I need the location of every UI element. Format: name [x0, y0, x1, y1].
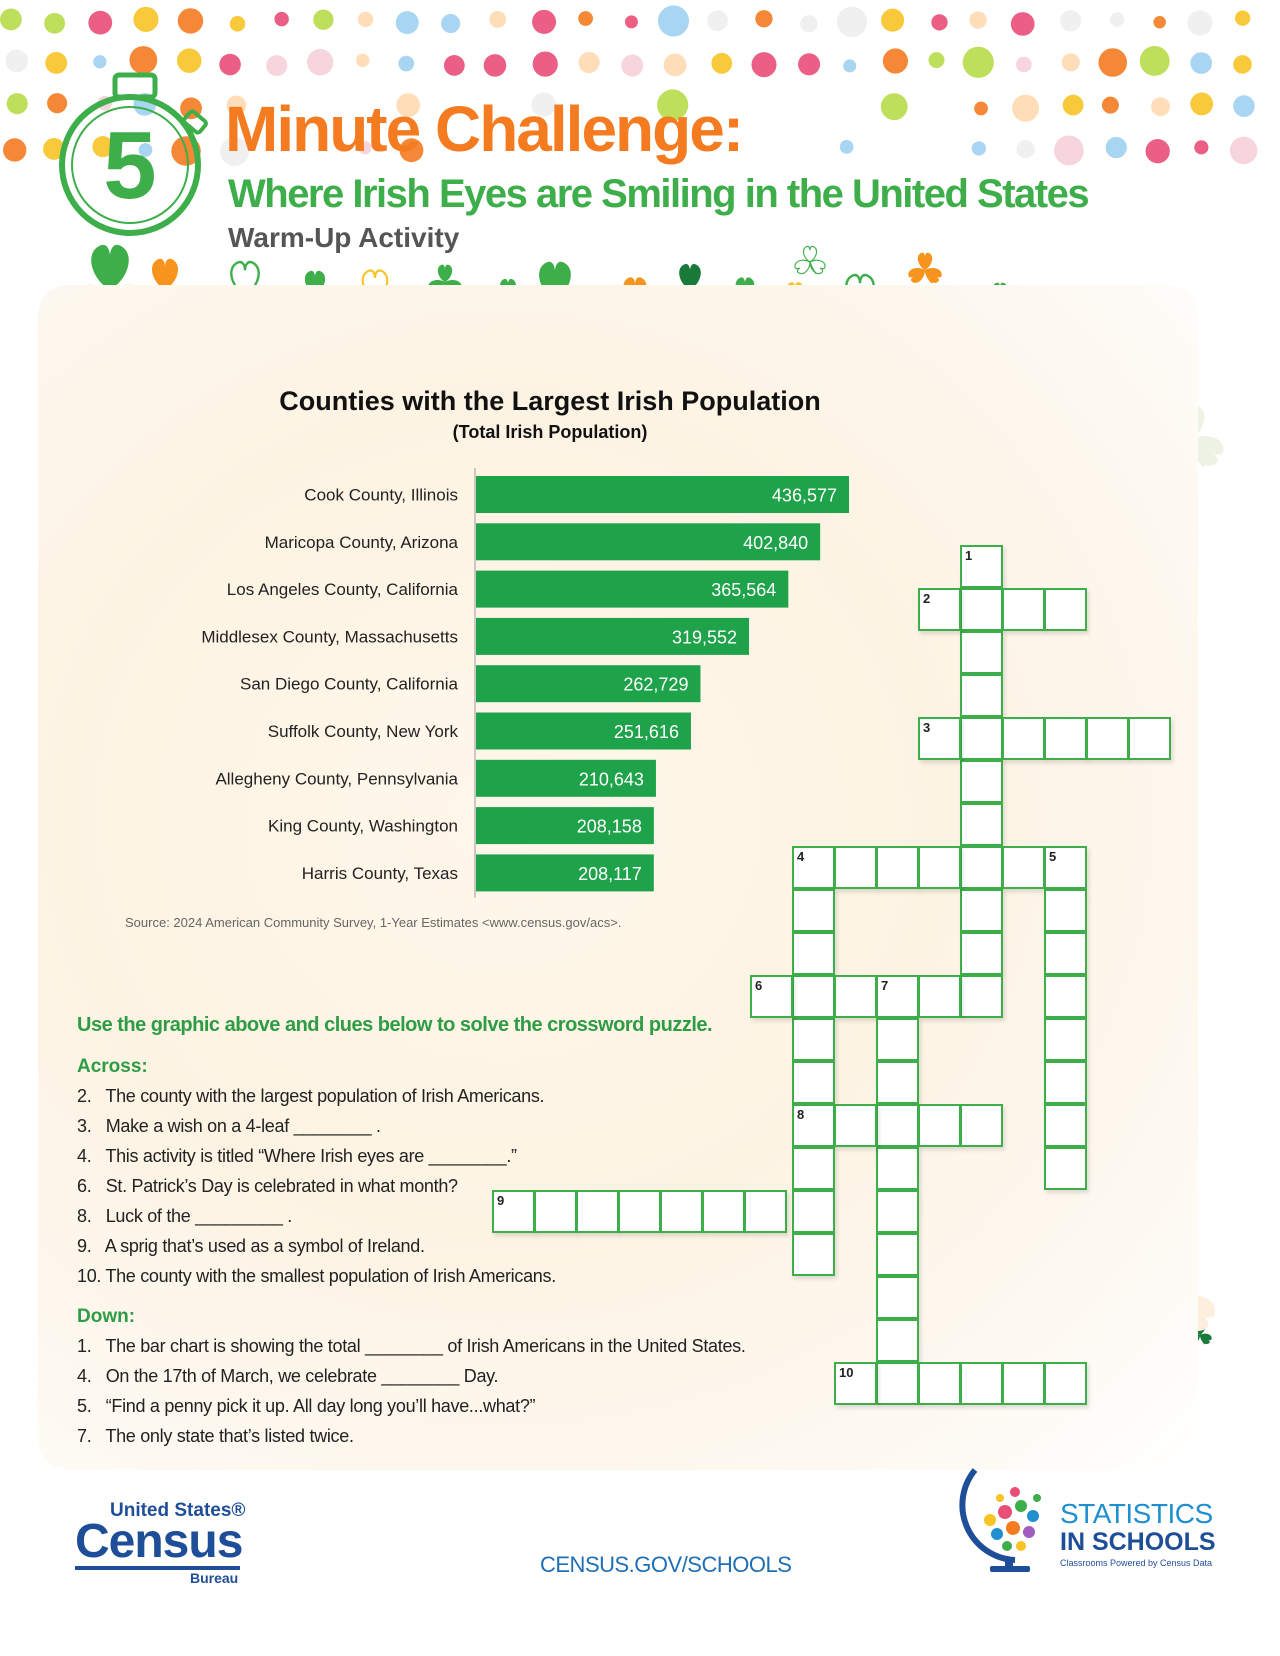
- crossword-cell[interactable]: [918, 975, 961, 1018]
- clue-item: [77, 1396, 535, 1417]
- crossword-cell-number: 8: [797, 1107, 805, 1122]
- crossword-cell[interactable]: [1002, 717, 1045, 760]
- crossword-cell[interactable]: [918, 1362, 961, 1405]
- bar-value-label: 319,552: [671, 627, 738, 648]
- clue-number: 3.: [77, 1116, 92, 1136]
- bar-value-label: 210,643: [578, 769, 644, 790]
- crossword-cell[interactable]: [792, 846, 835, 889]
- crossword-cell[interactable]: [1044, 1147, 1087, 1190]
- crossword-cell[interactable]: [960, 1104, 1003, 1147]
- crossword-cell[interactable]: [960, 545, 1003, 588]
- crossword-cell[interactable]: [960, 674, 1003, 717]
- census-logo-top: United States®: [110, 1500, 246, 1521]
- sis-line2: IN SCHOOLS: [1060, 1528, 1216, 1556]
- crossword-cell[interactable]: [960, 932, 1003, 975]
- crossword-cell[interactable]: [792, 1104, 835, 1147]
- crossword-cell[interactable]: [960, 975, 1003, 1018]
- clue-text: The county with the largest population of Irish Americans.: [101, 1086, 545, 1106]
- category-label: Suffolk County, New York: [267, 722, 458, 741]
- category-label: Middlesex County, Massachusetts: [201, 627, 458, 647]
- crossword-cell[interactable]: [1044, 717, 1087, 760]
- crossword-cell[interactable]: [960, 631, 1003, 674]
- crossword-cell[interactable]: [960, 803, 1003, 846]
- crossword-cell[interactable]: [876, 1276, 919, 1319]
- bar-value-label: 251,616: [613, 722, 679, 742]
- crossword-cell[interactable]: [960, 717, 1003, 760]
- census-logo-bureau: Bureau: [75, 1566, 240, 1586]
- sis-line1: STATISTICS: [1060, 1498, 1213, 1529]
- crossword-cell[interactable]: [1002, 588, 1045, 631]
- clue-number: 6.: [77, 1176, 92, 1196]
- crossword-cell[interactable]: [1044, 1362, 1087, 1405]
- crossword-cell[interactable]: [1044, 932, 1087, 975]
- crossword-cell[interactable]: [792, 1233, 835, 1276]
- crossword-cell-number: 10: [839, 1365, 854, 1380]
- crossword-cell[interactable]: [750, 975, 793, 1018]
- clue-number: 4.: [77, 1146, 92, 1166]
- clue-item: [77, 1146, 517, 1167]
- clue-number: 10.: [77, 1266, 102, 1286]
- category-label: San Diego County, California: [240, 674, 458, 694]
- crossword-cell[interactable]: [660, 1190, 703, 1233]
- crossword-cell[interactable]: [960, 588, 1003, 631]
- crossword-cell[interactable]: [1044, 588, 1087, 631]
- crossword-cell[interactable]: [1044, 1104, 1087, 1147]
- crossword-cell[interactable]: [960, 889, 1003, 932]
- bar-value-label: 262,729: [623, 674, 689, 695]
- timer-number: 5: [103, 112, 157, 219]
- category-label: Maricopa County, Arizona: [264, 532, 458, 552]
- clue-text: St. Patrick’s Day is celebrated in what month?: [101, 1176, 458, 1196]
- bar-value-label: 436,577: [771, 485, 837, 506]
- crossword-cell[interactable]: [918, 1104, 961, 1147]
- clue-text: Luck of the _________ .: [101, 1206, 292, 1226]
- crossword-cell[interactable]: [492, 1190, 535, 1233]
- category-label: Allegheny County, Pennsylvania: [215, 769, 458, 789]
- crossword-cell[interactable]: [702, 1190, 745, 1233]
- sis-tagline: Classrooms Powered by Census Data: [1060, 1558, 1213, 1568]
- crossword-cell[interactable]: [534, 1190, 577, 1233]
- crossword-cell[interactable]: [918, 588, 961, 631]
- chart-title: Counties with the Largest Irish Population: [279, 386, 821, 416]
- clue-text: This activity is titled “Where Irish eyes are ________.”: [101, 1146, 517, 1166]
- globe-icon: [955, 1450, 1060, 1575]
- clue-text: “Find a penny pick it up. All day long you’ll have...what?”: [101, 1396, 536, 1416]
- crossword-cell[interactable]: [792, 889, 835, 932]
- clue-item: [77, 1086, 544, 1107]
- crossword-cell[interactable]: [876, 1319, 919, 1362]
- crossword-cell-number: 6: [755, 978, 763, 993]
- category-label: Harris County, Texas: [301, 863, 458, 883]
- crossword-cell[interactable]: [1002, 1362, 1045, 1405]
- footer-link[interactable]: CENSUS.GOV/SCHOOLS: [540, 1552, 792, 1577]
- crossword-cell[interactable]: [960, 760, 1003, 803]
- census-logo: [75, 1500, 245, 1586]
- crossword-cell[interactable]: [918, 846, 961, 889]
- crossword-cell[interactable]: [1044, 975, 1087, 1018]
- bar-value-label: 365,564: [711, 580, 777, 601]
- crossword-cell[interactable]: [876, 1147, 919, 1190]
- clue-number: 5.: [77, 1396, 92, 1416]
- crossword-cell[interactable]: [1002, 846, 1045, 889]
- clue-text: A sprig that’s used as a symbol of Ireland.: [101, 1236, 425, 1256]
- crossword-cell-number: 9: [497, 1193, 505, 1208]
- clue-number: 9.: [77, 1236, 92, 1256]
- page-subtitle: Where Irish Eyes are Smiling in the United States: [228, 172, 1089, 216]
- down-heading: Down:: [77, 1306, 136, 1327]
- crossword-cell-number: 4: [797, 849, 805, 864]
- clue-number: 4.: [77, 1366, 92, 1386]
- crossword-cell[interactable]: [1044, 1018, 1087, 1061]
- crossword-cell[interactable]: [834, 846, 877, 889]
- clue-item: [77, 1236, 425, 1257]
- crossword-cell[interactable]: [876, 846, 919, 889]
- clue-item: [77, 1336, 746, 1357]
- clue-number: 8.: [77, 1206, 92, 1226]
- bar-value-label: 208,158: [576, 816, 642, 837]
- crossword-cell-number: 7: [881, 978, 889, 993]
- clue-text: The county with the smallest population of Irish Americans.: [101, 1266, 556, 1286]
- crossword-cell-number: 3: [923, 720, 931, 735]
- crossword-cell[interactable]: [876, 1018, 919, 1061]
- bar-value-label: 402,840: [743, 532, 809, 553]
- crossword-cell[interactable]: [576, 1190, 619, 1233]
- crossword-cell[interactable]: [876, 1362, 919, 1405]
- bar-value-label: 208,117: [578, 863, 642, 884]
- crossword-cell[interactable]: [834, 1362, 877, 1405]
- clue-item: [77, 1366, 498, 1387]
- crossword-cell[interactable]: [1044, 1061, 1087, 1104]
- clue-item: [77, 1176, 458, 1197]
- category-label: King County, Washington: [268, 816, 458, 836]
- crossword-cell[interactable]: [792, 975, 835, 1018]
- chart-subtitle: (Total Irish Population): [452, 422, 648, 442]
- crossword-cell[interactable]: [618, 1190, 661, 1233]
- crossword-cell[interactable]: [876, 1104, 919, 1147]
- crossword-cell[interactable]: [744, 1190, 787, 1233]
- crossword-cell[interactable]: [876, 975, 919, 1018]
- crossword-cell[interactable]: [876, 1190, 919, 1233]
- chart-source: Source: 2024 American Community Survey, 1-Year Estimates <www.census.gov/acs>.: [125, 915, 622, 930]
- crossword-cell[interactable]: [792, 1190, 835, 1233]
- census-logo-main: Census: [75, 1515, 243, 1568]
- crossword-cell[interactable]: [792, 1147, 835, 1190]
- category-label: Los Angeles County, California: [226, 580, 458, 600]
- across-heading: Across:: [77, 1056, 148, 1077]
- clue-text: On the 17th of March, we celebrate ________ Day.: [101, 1366, 499, 1386]
- crossword-cell[interactable]: [918, 717, 961, 760]
- clue-item: [77, 1266, 556, 1287]
- clue-item: [77, 1116, 381, 1137]
- clue-text: Make a wish on a 4-leaf ________ .: [101, 1116, 381, 1136]
- crossword-cell[interactable]: [876, 1061, 919, 1104]
- crossword-cell[interactable]: [876, 1233, 919, 1276]
- crossword-cell-number: 2: [923, 591, 931, 606]
- clue-text: The bar chart is showing the total ________ of Irish Americans in the United States.: [101, 1336, 746, 1356]
- crossword-cell-number: 5: [1049, 849, 1057, 864]
- clue-text: The only state that’s listed twice.: [101, 1426, 354, 1446]
- page-title: Minute Challenge:: [225, 93, 743, 165]
- crossword-cell[interactable]: [960, 1362, 1003, 1405]
- crossword-cell[interactable]: [834, 975, 877, 1018]
- crossword-cell-number: 1: [965, 548, 973, 563]
- category-label: Cook County, Illinois: [304, 485, 458, 505]
- crossword-cell[interactable]: [960, 846, 1003, 889]
- activity-label: Warm-Up Activity: [228, 222, 460, 253]
- crossword-cell[interactable]: [792, 932, 835, 975]
- crossword-cell[interactable]: [1044, 846, 1087, 889]
- crossword-cell[interactable]: [792, 1018, 835, 1061]
- clue-item: [77, 1206, 292, 1227]
- clue-number: 1.: [77, 1336, 92, 1356]
- crossword-cell[interactable]: [834, 1104, 877, 1147]
- crossword-cell[interactable]: [1128, 717, 1171, 760]
- crossword-cell[interactable]: [1044, 889, 1087, 932]
- puzzle-instructions: Use the graphic above and clues below to solve the crossword puzzle.: [77, 1014, 713, 1036]
- crossword-cell[interactable]: [1086, 717, 1129, 760]
- clue-number: 7.: [77, 1426, 92, 1446]
- clue-number: 2.: [77, 1086, 92, 1106]
- clue-item: [77, 1426, 354, 1447]
- crossword-cell[interactable]: [792, 1061, 835, 1104]
